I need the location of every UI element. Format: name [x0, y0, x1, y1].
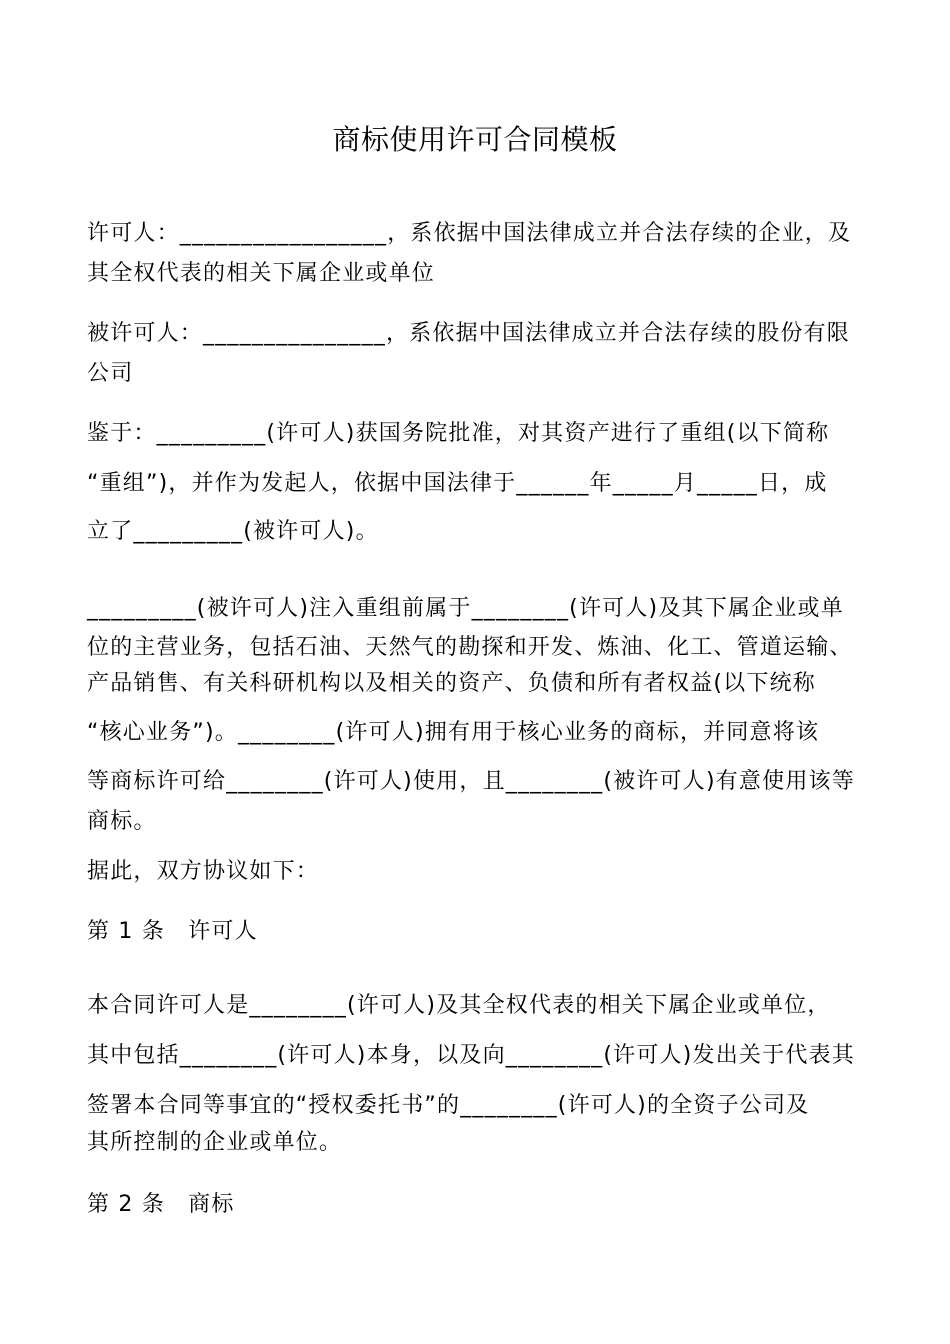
- core-business-line-4: “核心业务”)。________(许可人)拥有用于核心业务的商标，并同意将该: [87, 720, 820, 745]
- core-business-line-1: _________(被许可人)注入重组前属于________(许可人)及其下属企业或单: [87, 596, 844, 621]
- licensor-line-2: 其全权代表的相关下属企业或单位: [87, 261, 436, 286]
- article-1-line-2: 其中包括________(许可人)本身，以及向________(许可人)发出关于代表其: [87, 1043, 855, 1068]
- licensor-line-1: 许可人：_________________，系依据中国法律成立并合法存续的企业，及: [87, 221, 852, 246]
- agreement-line: 据此，双方协议如下：: [87, 859, 320, 884]
- article-1-line-4: 其所控制的企业或单位。: [87, 1130, 343, 1155]
- article-1-line-1: 本合同许可人是________(许可人)及其全权代表的相关下属企业或单位，: [87, 993, 831, 1018]
- whereas-line-1: 鉴于：_________(许可人)获国务院批准，对其资产进行了重组(以下简称: [87, 421, 830, 446]
- licensee-line-2: 公司: [87, 361, 134, 386]
- core-business-line-6: 商标。: [87, 809, 157, 834]
- whereas-line-2: “重组”)，并作为发起人，依据中国法律于______年_____月_____日，成: [87, 471, 828, 496]
- core-business-line-3: 产品销售、有关科研机构以及相关的资产、负债和所有者权益(以下统称: [87, 671, 816, 696]
- core-business-line-2: 位的主营业务，包括石油、天然气的勘探和开发、炼油、化工、管道运输、: [87, 635, 853, 660]
- whereas-line-3: 立了_________(被许可人)。: [87, 519, 379, 544]
- core-business-line-5: 等商标许可给________(许可人)使用，且________(被许可人)有意使用该等: [87, 769, 855, 794]
- document-title: 商标使用许可合同模板: [332, 123, 618, 156]
- article-1-line-3: 签署本合同等事宜的“授权委托书”的________(许可人)的全资子公司及: [87, 1093, 810, 1118]
- article-2-heading: 第 2 条 商标: [87, 1192, 235, 1217]
- licensee-line-1: 被许可人：_______________，系依据中国法律成立并合法存续的股份有限: [87, 321, 851, 346]
- article-1-heading: 第 1 条 许可人: [87, 919, 258, 944]
